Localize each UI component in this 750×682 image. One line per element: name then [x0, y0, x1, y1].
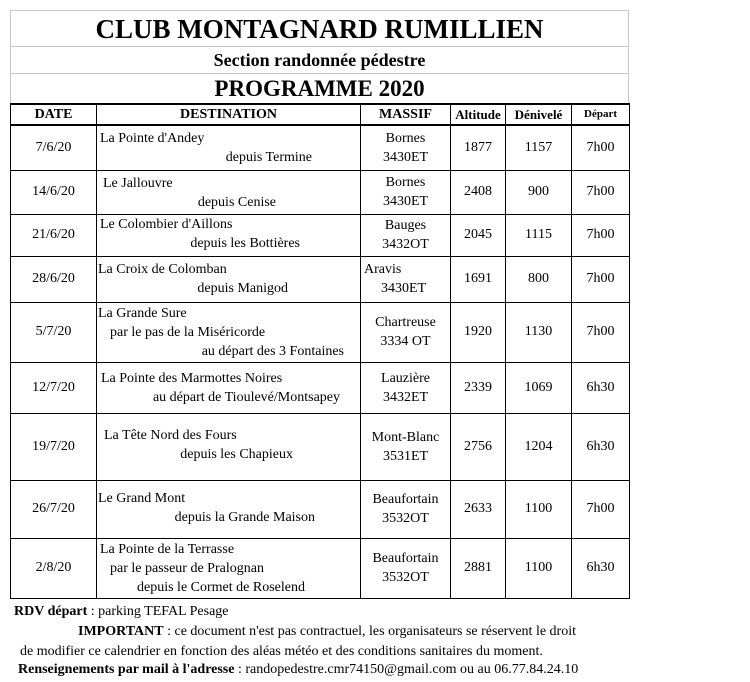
cell-denivele: 1069 [506, 362, 572, 413]
destination-name: La Pointe d'Andey [100, 131, 205, 146]
cell-denivele: 900 [506, 170, 572, 214]
massif-name: Aravis [364, 262, 402, 277]
massif-map: 3430ET [382, 194, 429, 209]
cell-depart: 7h00 [572, 214, 630, 256]
massif-map: 3531ET [382, 448, 429, 464]
massif-name: Bornes [385, 175, 426, 190]
destination-name: Le Grand Mont [98, 490, 186, 506]
important-note-cont: de modifier ce calendrier en fonction des aléas météo et des conditions sanitaires du moment. [20, 644, 543, 659]
massif-map: 3430ET [381, 281, 427, 296]
rdv-label: RDV départ [14, 604, 88, 619]
rdv-note [10, 602, 634, 622]
important-note [10, 622, 698, 642]
cell-depart: 6h30 [572, 538, 630, 598]
cell-date: 12/7/20 [11, 362, 97, 413]
destination-from: au départ de Tioulevé/Montsapey [152, 389, 340, 405]
cell-massif [361, 480, 451, 538]
table-row [11, 413, 630, 480]
cell-massif [361, 302, 451, 362]
destination-name: Le Jallouvre [103, 175, 173, 191]
destination-from: depuis le Cormet de Roselend [137, 579, 305, 595]
cell-denivele: 1130 [506, 302, 572, 362]
massif-name: Chartreuse [375, 315, 436, 330]
table-row [11, 214, 630, 256]
table-row [11, 538, 630, 598]
cell-destination [97, 125, 361, 170]
cell-destination [97, 214, 361, 256]
cell-altitude: 1691 [451, 256, 506, 302]
important-text: : ce document n'est pas contractuel, les organisateurs se réservent le droit [163, 624, 576, 639]
cell-denivele: 1204 [506, 413, 572, 480]
cell-altitude: 2408 [451, 170, 506, 214]
cell-destination [97, 170, 361, 214]
cell-altitude: 2339 [451, 362, 506, 413]
col-altitude: Altitude [451, 104, 506, 125]
cell-massif [361, 170, 451, 214]
cell-destination [97, 480, 361, 538]
col-denivele: Dénivelé [506, 104, 572, 125]
cell-altitude: 2045 [451, 214, 506, 256]
destination-from: depuis Cenise [197, 194, 276, 210]
destination-from: depuis la Grande Maison [174, 509, 315, 525]
cell-altitude: 1920 [451, 302, 506, 362]
programme-title: PROGRAMME 2020 [10, 73, 629, 103]
cell-massif [361, 214, 451, 256]
massif-map: 3532OT [382, 511, 429, 526]
destination-name: La Pointe de la Terrasse [100, 541, 235, 557]
contact-label: Renseignements par mail à l'adresse [18, 662, 235, 677]
cell-altitude: 2881 [451, 538, 506, 598]
cell-depart: 7h00 [572, 480, 630, 538]
table-row [11, 480, 630, 538]
destination-from: depuis les Chapieux [180, 446, 293, 462]
cell-denivele: 800 [506, 256, 572, 302]
cell-destination [97, 302, 361, 362]
destination-from: au départ des 3 Fontaines [201, 343, 344, 359]
massif-map: 3432OT [382, 237, 429, 252]
cell-date: 21/6/20 [11, 214, 97, 256]
programme-table [10, 103, 630, 599]
cell-destination [97, 413, 361, 480]
cell-depart: 7h00 [572, 170, 630, 214]
important-label: IMPORTANT [78, 624, 164, 639]
cell-massif [361, 362, 451, 413]
destination-name: Le Colombier d'Aillons [100, 216, 233, 232]
table-header-row [11, 104, 630, 125]
cell-denivele: 1157 [506, 125, 572, 170]
cell-altitude: 2633 [451, 480, 506, 538]
cell-denivele: 1100 [506, 480, 572, 538]
contact-note [10, 660, 638, 680]
rdv-text: : parking TEFAL Pesage [87, 604, 229, 619]
table-row [11, 362, 630, 413]
table-row [11, 256, 630, 302]
massif-name: Mont-Blanc [371, 429, 440, 445]
destination-from: depuis Termine [225, 150, 312, 165]
cell-date: 7/6/20 [11, 125, 97, 170]
cell-date: 5/7/20 [11, 302, 97, 362]
cell-depart: 7h00 [572, 256, 630, 302]
massif-map: 3532OT [382, 570, 429, 585]
cell-denivele: 1115 [506, 214, 572, 256]
cell-denivele: 1100 [506, 538, 572, 598]
col-massif: MASSIF [361, 104, 451, 125]
cell-destination [97, 362, 361, 413]
massif-name: Lauzière [381, 370, 430, 386]
cell-depart: 7h00 [572, 125, 630, 170]
col-date: DATE [11, 104, 97, 125]
cell-massif [361, 413, 451, 480]
cell-massif [361, 538, 451, 598]
massif-name: Beaufortain [372, 551, 439, 566]
destination-name: La Pointe des Marmottes Noires [101, 370, 283, 386]
contact-text: : randopedestre.cmr74150@gmail.com ou au 06.77.84.24.10 [234, 662, 579, 677]
cell-date: 14/6/20 [11, 170, 97, 214]
table-row [11, 302, 630, 362]
destination-name: La Croix de Colomban [98, 261, 227, 277]
col-destination: DESTINATION [97, 104, 361, 125]
massif-name: Bauges [384, 218, 427, 233]
table-row [11, 125, 630, 170]
col-depart: Départ [572, 104, 630, 125]
cell-date: 28/6/20 [11, 256, 97, 302]
massif-map: 3430ET [382, 149, 429, 165]
cell-date: 26/7/20 [11, 480, 97, 538]
cell-massif [361, 125, 451, 170]
destination-via: par le passeur de Pralognan [110, 560, 264, 576]
section-subtitle: Section randonnée pédestre [10, 46, 629, 73]
cell-depart: 6h30 [572, 413, 630, 480]
cell-altitude: 1877 [451, 125, 506, 170]
club-title: CLUB MONTAGNARD RUMILLIEN [10, 10, 629, 46]
cell-depart: 6h30 [572, 362, 630, 413]
cell-date: 2/8/20 [11, 538, 97, 598]
destination-name: La Grande Sure [98, 305, 187, 321]
cell-destination [97, 538, 361, 598]
destination-name: La Tête Nord des Fours [104, 427, 237, 443]
cell-depart: 7h00 [572, 302, 630, 362]
cell-massif [361, 256, 451, 302]
destination-from: depuis les Bottières [190, 235, 300, 251]
table-row [11, 170, 630, 214]
destination-from: depuis Manigod [197, 280, 288, 296]
cell-altitude: 2756 [451, 413, 506, 480]
massif-name: Beaufortain [372, 492, 439, 507]
massif-map: 3432ET [382, 389, 429, 405]
massif-map: 3334 OT [380, 334, 431, 349]
massif-name: Bornes [385, 130, 426, 146]
cell-date: 19/7/20 [11, 413, 97, 480]
destination-via: par le pas de la Miséricorde [110, 324, 266, 340]
cell-destination [97, 256, 361, 302]
